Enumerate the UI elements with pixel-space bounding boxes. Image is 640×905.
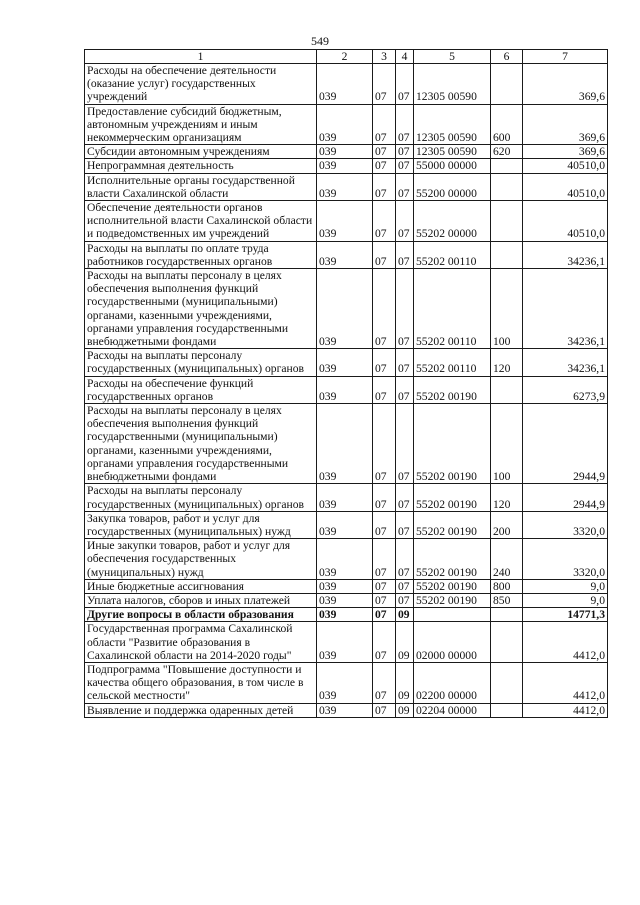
row-admin-code-cell: 039 bbox=[317, 539, 373, 580]
table-row bbox=[85, 241, 608, 268]
row-amount-cell: 4412,0 bbox=[523, 662, 608, 703]
row-name-cell: Выявление и поддержка одаренных детей bbox=[85, 703, 317, 717]
row-expense-type-cell bbox=[491, 201, 523, 242]
row-name-cell: Расходы на обеспечение функций государственных органов bbox=[85, 376, 317, 403]
row-subsection-cell: 07 bbox=[396, 579, 414, 593]
row-admin-code-cell: 039 bbox=[317, 173, 373, 200]
row-subsection-cell: 07 bbox=[396, 269, 414, 349]
row-expense-type-cell bbox=[491, 159, 523, 173]
row-target-code-cell: 55202 00190 bbox=[414, 539, 491, 580]
row-amount-cell: 40510,0 bbox=[523, 201, 608, 242]
row-admin-code-cell: 039 bbox=[317, 579, 373, 593]
col-header: 2 bbox=[317, 50, 373, 64]
row-admin-code-cell: 039 bbox=[317, 64, 373, 105]
row-amount-cell: 4412,0 bbox=[523, 622, 608, 663]
table-row bbox=[85, 579, 608, 593]
row-expense-type-cell bbox=[491, 622, 523, 663]
table-row bbox=[85, 511, 608, 538]
table-row bbox=[85, 376, 608, 403]
row-name-cell: Иные закупки товаров, работ и услуг для обеспечения государственных (муниципальных) нужд bbox=[85, 539, 317, 580]
row-amount-cell: 9,0 bbox=[523, 579, 608, 593]
row-target-code-cell: 55202 00190 bbox=[414, 404, 491, 484]
row-expense-type-cell: 120 bbox=[491, 349, 523, 376]
row-subsection-cell: 07 bbox=[396, 104, 414, 145]
row-section-cell: 07 bbox=[373, 404, 396, 484]
row-amount-cell: 2944,9 bbox=[523, 404, 608, 484]
row-target-code-cell: 12305 00590 bbox=[414, 64, 491, 105]
row-name-cell: Уплата налогов, сборов и иных платежей bbox=[85, 593, 317, 607]
row-admin-code-cell: 039 bbox=[317, 201, 373, 242]
row-section-cell: 07 bbox=[373, 64, 396, 105]
row-section-cell: 07 bbox=[373, 511, 396, 538]
row-name-cell: Расходы на выплаты персоналу в целях обеспечения выполнения функций государственными (муниципальными) органами, казенными учреждениями, органами управления государственными внебюджетными фондами bbox=[85, 269, 317, 349]
row-name-cell: Исполнительные органы государственной власти Сахалинской области bbox=[85, 173, 317, 200]
row-target-code-cell: 55202 00190 bbox=[414, 579, 491, 593]
col-header: 6 bbox=[491, 50, 523, 64]
row-name-cell: Иные бюджетные ассигнования bbox=[85, 579, 317, 593]
table-row bbox=[85, 593, 608, 607]
row-name-cell: Обеспечение деятельности органов исполнительной власти Сахалинской области и подведомственных им учреждений bbox=[85, 201, 317, 242]
row-target-code-cell: 55202 00190 bbox=[414, 376, 491, 403]
row-admin-code-cell: 039 bbox=[317, 593, 373, 607]
row-amount-cell: 34236,1 bbox=[523, 269, 608, 349]
row-target-code-cell: 02200 00000 bbox=[414, 662, 491, 703]
col-header: 7 bbox=[523, 50, 608, 64]
row-admin-code-cell: 039 bbox=[317, 511, 373, 538]
row-expense-type-cell: 620 bbox=[491, 145, 523, 159]
row-section-cell: 07 bbox=[373, 241, 396, 268]
row-admin-code-cell: 039 bbox=[317, 145, 373, 159]
row-section-cell: 07 bbox=[373, 484, 396, 511]
row-target-code-cell bbox=[414, 608, 491, 622]
row-subsection-cell: 07 bbox=[396, 539, 414, 580]
header-row bbox=[85, 50, 608, 64]
row-admin-code-cell: 039 bbox=[317, 376, 373, 403]
row-expense-type-cell bbox=[491, 64, 523, 105]
row-subsection-cell: 07 bbox=[396, 349, 414, 376]
row-expense-type-cell bbox=[491, 241, 523, 268]
row-expense-type-cell: 100 bbox=[491, 404, 523, 484]
row-expense-type-cell bbox=[491, 608, 523, 622]
row-section-cell: 07 bbox=[373, 662, 396, 703]
table-row bbox=[85, 349, 608, 376]
row-amount-cell: 9,0 bbox=[523, 593, 608, 607]
table-row bbox=[85, 608, 608, 622]
row-admin-code-cell: 039 bbox=[317, 269, 373, 349]
row-expense-type-cell: 100 bbox=[491, 269, 523, 349]
row-name-cell: Расходы на обеспечение деятельности (оказание услуг) государственных учреждений bbox=[85, 64, 317, 105]
row-subsection-cell: 07 bbox=[396, 173, 414, 200]
row-subsection-cell: 07 bbox=[396, 145, 414, 159]
row-admin-code-cell: 039 bbox=[317, 608, 373, 622]
row-name-cell: Предоставление субсидий бюджетным, автономным учреждениям и иным некоммерческим организациям bbox=[85, 104, 317, 145]
table-row bbox=[85, 662, 608, 703]
row-subsection-cell: 09 bbox=[396, 608, 414, 622]
row-expense-type-cell bbox=[491, 703, 523, 717]
row-section-cell: 07 bbox=[373, 159, 396, 173]
table-row bbox=[85, 484, 608, 511]
row-subsection-cell: 07 bbox=[396, 484, 414, 511]
row-expense-type-cell: 600 bbox=[491, 104, 523, 145]
row-name-cell: Субсидии автономным учреждениям bbox=[85, 145, 317, 159]
row-name-cell: Другие вопросы в области образования bbox=[85, 608, 317, 622]
col-header: 3 bbox=[373, 50, 396, 64]
row-section-cell: 07 bbox=[373, 622, 396, 663]
row-subsection-cell: 07 bbox=[396, 201, 414, 242]
row-name-cell: Расходы на выплаты персоналу в целях обеспечения выполнения функций государственными (муниципальными) органами, казенными учреждениями, органами управления государственными внебюджетными фондами bbox=[85, 404, 317, 484]
row-expense-type-cell bbox=[491, 662, 523, 703]
row-subsection-cell: 07 bbox=[396, 511, 414, 538]
row-section-cell: 07 bbox=[373, 376, 396, 403]
table-row bbox=[85, 145, 608, 159]
col-header: 1 bbox=[85, 50, 317, 64]
row-amount-cell: 34236,1 bbox=[523, 241, 608, 268]
row-subsection-cell: 09 bbox=[396, 622, 414, 663]
row-name-cell: Расходы на выплаты по оплате труда работников государственных органов bbox=[85, 241, 317, 268]
table-row bbox=[85, 269, 608, 349]
row-name-cell: Непрограммная деятельность bbox=[85, 159, 317, 173]
row-name-cell: Государственная программа Сахалинской области "Развитие образования в Сахалинской области на 2014-2020 годы" bbox=[85, 622, 317, 663]
row-admin-code-cell: 039 bbox=[317, 241, 373, 268]
row-target-code-cell: 55000 00000 bbox=[414, 159, 491, 173]
row-section-cell: 07 bbox=[373, 269, 396, 349]
row-section-cell: 07 bbox=[373, 173, 396, 200]
row-amount-cell: 369,6 bbox=[523, 64, 608, 105]
row-target-code-cell: 55200 00000 bbox=[414, 173, 491, 200]
row-subsection-cell: 07 bbox=[396, 159, 414, 173]
row-amount-cell: 40510,0 bbox=[523, 173, 608, 200]
row-section-cell: 07 bbox=[373, 349, 396, 376]
row-name-cell: Расходы на выплаты персоналу государственных (муниципальных) органов bbox=[85, 349, 317, 376]
row-admin-code-cell: 039 bbox=[317, 484, 373, 511]
row-expense-type-cell: 240 bbox=[491, 539, 523, 580]
row-subsection-cell: 07 bbox=[396, 593, 414, 607]
page-number: 549 bbox=[311, 34, 329, 48]
row-section-cell: 07 bbox=[373, 201, 396, 242]
row-expense-type-cell bbox=[491, 376, 523, 403]
row-section-cell: 07 bbox=[373, 593, 396, 607]
row-expense-type-cell: 120 bbox=[491, 484, 523, 511]
budget-table bbox=[84, 49, 608, 718]
row-amount-cell: 3320,0 bbox=[523, 539, 608, 580]
row-section-cell: 07 bbox=[373, 539, 396, 580]
row-admin-code-cell: 039 bbox=[317, 703, 373, 717]
row-section-cell: 07 bbox=[373, 703, 396, 717]
row-section-cell: 07 bbox=[373, 608, 396, 622]
row-name-cell: Расходы на выплаты персоналу государственных (муниципальных) органов bbox=[85, 484, 317, 511]
row-target-code-cell: 55202 00000 bbox=[414, 201, 491, 242]
row-section-cell: 07 bbox=[373, 104, 396, 145]
col-header: 4 bbox=[396, 50, 414, 64]
row-amount-cell: 2944,9 bbox=[523, 484, 608, 511]
row-expense-type-cell: 850 bbox=[491, 593, 523, 607]
row-target-code-cell: 55202 00110 bbox=[414, 241, 491, 268]
row-amount-cell: 3320,0 bbox=[523, 511, 608, 538]
row-target-code-cell: 12305 00590 bbox=[414, 145, 491, 159]
row-subsection-cell: 07 bbox=[396, 376, 414, 403]
row-target-code-cell: 55202 00190 bbox=[414, 511, 491, 538]
row-section-cell: 07 bbox=[373, 579, 396, 593]
table-row bbox=[85, 539, 608, 580]
row-expense-type-cell bbox=[491, 173, 523, 200]
row-name-cell: Закупка товаров, работ и услуг для государственных (муниципальных) нужд bbox=[85, 511, 317, 538]
row-admin-code-cell: 039 bbox=[317, 104, 373, 145]
row-amount-cell: 4412,0 bbox=[523, 703, 608, 717]
row-admin-code-cell: 039 bbox=[317, 349, 373, 376]
row-admin-code-cell: 039 bbox=[317, 404, 373, 484]
row-section-cell: 07 bbox=[373, 145, 396, 159]
row-target-code-cell: 02000 00000 bbox=[414, 622, 491, 663]
table-row bbox=[85, 64, 608, 105]
row-subsection-cell: 09 bbox=[396, 703, 414, 717]
row-expense-type-cell: 200 bbox=[491, 511, 523, 538]
row-amount-cell: 34236,1 bbox=[523, 349, 608, 376]
row-expense-type-cell: 800 bbox=[491, 579, 523, 593]
table-row bbox=[85, 159, 608, 173]
row-subsection-cell: 09 bbox=[396, 662, 414, 703]
col-header: 5 bbox=[414, 50, 491, 64]
row-name-cell: Подпрограмма "Повышение доступности и качества общего образования, в том числе в сельской местности" bbox=[85, 662, 317, 703]
row-admin-code-cell: 039 bbox=[317, 159, 373, 173]
row-admin-code-cell: 039 bbox=[317, 622, 373, 663]
row-amount-cell: 369,6 bbox=[523, 145, 608, 159]
row-subsection-cell: 07 bbox=[396, 241, 414, 268]
row-target-code-cell: 12305 00590 bbox=[414, 104, 491, 145]
row-admin-code-cell: 039 bbox=[317, 662, 373, 703]
row-target-code-cell: 55202 00190 bbox=[414, 593, 491, 607]
row-subsection-cell: 07 bbox=[396, 64, 414, 105]
row-target-code-cell: 55202 00190 bbox=[414, 484, 491, 511]
table-row bbox=[85, 201, 608, 242]
table-row bbox=[85, 404, 608, 484]
row-subsection-cell: 07 bbox=[396, 404, 414, 484]
table-row bbox=[85, 173, 608, 200]
table-row bbox=[85, 622, 608, 663]
row-target-code-cell: 55202 00110 bbox=[414, 269, 491, 349]
table-row bbox=[85, 703, 608, 717]
row-amount-cell: 369,6 bbox=[523, 104, 608, 145]
row-amount-cell: 6273,9 bbox=[523, 376, 608, 403]
row-target-code-cell: 55202 00110 bbox=[414, 349, 491, 376]
row-target-code-cell: 02204 00000 bbox=[414, 703, 491, 717]
row-amount-cell: 14771,3 bbox=[523, 608, 608, 622]
row-amount-cell: 40510,0 bbox=[523, 159, 608, 173]
table-row bbox=[85, 104, 608, 145]
